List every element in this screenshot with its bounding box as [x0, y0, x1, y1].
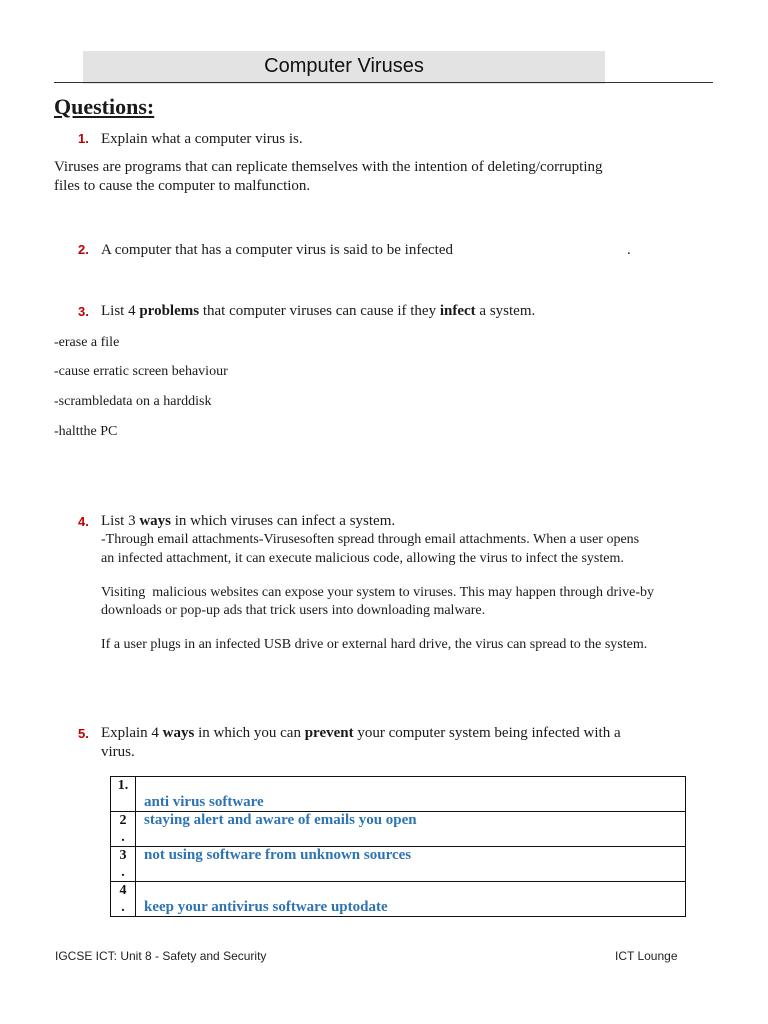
row-number: 4 . — [111, 882, 136, 917]
row-number: 3 . — [111, 847, 136, 882]
q1-number: 1. — [78, 131, 89, 146]
prevention-answer: staying alert and aware of emails you open — [136, 812, 686, 847]
q1-answer-line-1: Viruses are programs that can replicate themselves with the intention of deleting/corrupting — [54, 159, 603, 175]
q1-text: Explain what a computer virus is. — [101, 131, 303, 147]
q4-answer-3: If a user plugs in an infected USB drive or external hard drive, the virus can spread to the system. — [101, 637, 648, 652]
footer-left: IGCSE ICT: Unit 8 - Safety and Security — [55, 949, 267, 963]
questions-heading: Questions: — [54, 94, 155, 119]
q2-text: A computer that has a computer virus is said to be infected — [101, 242, 453, 258]
row-number: 1. — [111, 777, 136, 812]
q5-text: Explain 4 ways in which you can prevent your computer system being infected with a — [101, 725, 621, 741]
q4-answer-2-line-2: downloads or pop-up ads that trick users into downloading malware. — [101, 603, 486, 618]
q1-answer-line-2: files to cause the computer to malfunction. — [54, 178, 311, 194]
table-row — [111, 812, 686, 847]
prevention-table — [110, 776, 686, 917]
prevention-answer: not using software from unknown sources — [136, 847, 686, 882]
q4-answer-2-line-1: Visiting malicious websites can expose your system to viruses. This may happen through drive-by — [101, 585, 654, 600]
prevention-answer: anti virus software — [136, 777, 686, 812]
q5-number: 5. — [78, 726, 89, 741]
q4-number: 4. — [78, 514, 89, 529]
q2-end: . — [627, 242, 631, 258]
q4-answer-1-line-2: an infected attachment, it can execute malicious code, allowing the virus to infect the system. — [101, 551, 624, 566]
q3-answer-2: -cause erratic screen behaviour — [54, 364, 228, 379]
q4-text: List 3 ways in which viruses can infect a system. — [101, 513, 396, 529]
table-row — [111, 777, 686, 812]
q2-number: 2. — [78, 242, 89, 257]
footer-right: ICT Lounge — [615, 949, 678, 963]
q3-number: 3. — [78, 304, 89, 319]
q5-text-line-2: virus. — [101, 744, 135, 760]
q3-answer-4: -haltthe PC — [54, 424, 118, 439]
prevention-answer: keep your antivirus software uptodate — [136, 882, 686, 917]
table-row — [111, 882, 686, 917]
q3-answer-3: -scrambledata on a harddisk — [54, 394, 212, 409]
document-title: Computer Viruses — [83, 51, 605, 84]
q3-answer-1: -erase a file — [54, 335, 120, 350]
title-divider — [54, 82, 713, 83]
q4-answer-1-line-1: -Through email attachments-Virusesoften spread through email attachments. When a user opens — [101, 532, 640, 547]
row-number: 2 . — [111, 812, 136, 847]
q3-text: List 4 problems that computer viruses can cause if they infect a system. — [101, 303, 536, 319]
table-row — [111, 847, 686, 882]
